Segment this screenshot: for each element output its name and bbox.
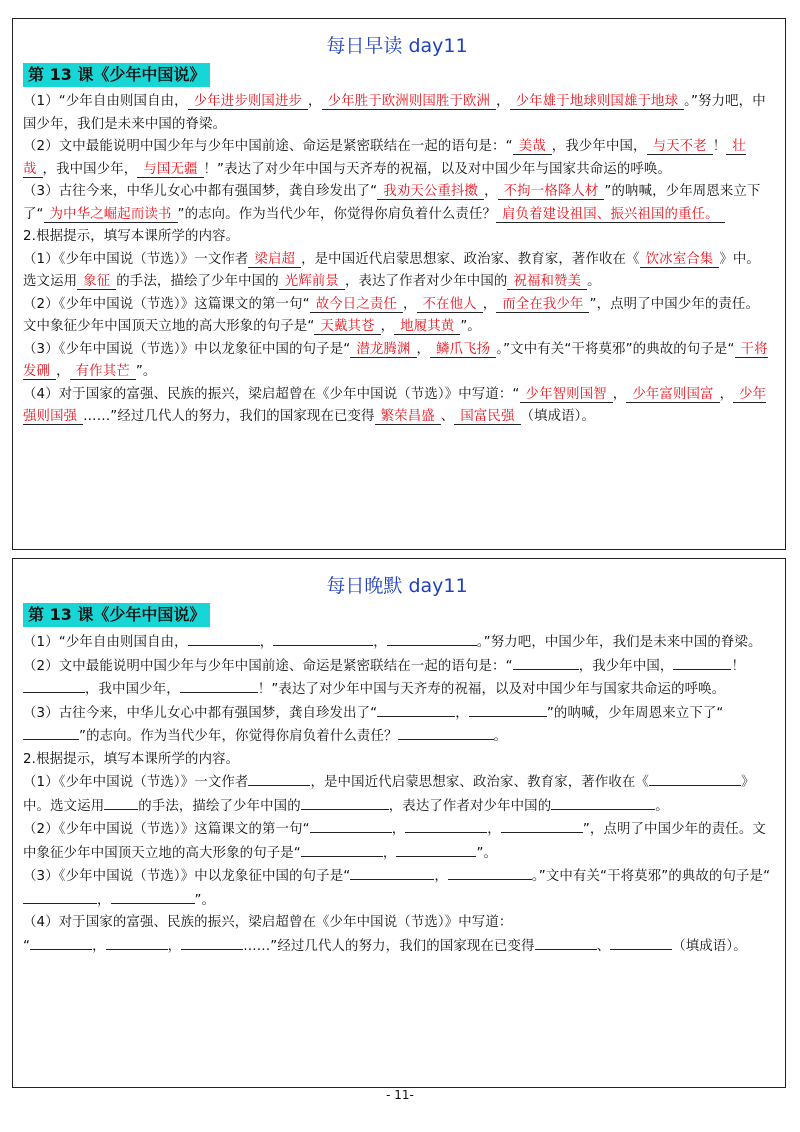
morning-question-3: （3）古往今来，中华儿女心中都有强国梦，龚自珍发出了“ 我劝天公重抖擞 ， 不拘一格降人材 ”的呐喊，少年周恩来立下了“ 为中华之崛起而读书 ”的志向。作为当代少年，你觉得你肩负着什么责任？ 肩负着建设祖国、振兴祖国的重任。: [23, 184, 761, 222]
morning-fill-4: （4）对于国家的富强、民族的振兴，梁启超曾在《少年中国说（节选）》中写道：“ 少年智则国智 ， 少年富则国富 ， 少年强则国强 ……”经过几代人的努力，我们的国家现在已变得 繁荣昌盛 、 国富民强 （填成语）。: [23, 386, 767, 424]
blank[interactable]: [248, 771, 310, 786]
answer: 少年智则国智: [520, 387, 613, 403]
answer: 为中华之崛起而读书: [44, 207, 178, 223]
answer: 潜龙腾渊: [350, 342, 416, 358]
blank[interactable]: [301, 795, 389, 810]
blank[interactable]: [398, 725, 494, 740]
evening-question-1: （1）“少年自由则国自由， ， ， 。”努力吧，中国少年，我们是未来中国的脊梁。: [23, 631, 771, 655]
answer: 干将发硎: [23, 341, 768, 379]
page-number: - 11-: [386, 1088, 414, 1102]
blank[interactable]: [649, 771, 741, 786]
blank[interactable]: [23, 725, 79, 740]
answer: 繁荣昌盛: [375, 409, 441, 425]
answer: 不拘一格降人材: [498, 184, 605, 200]
evening-section-2-heading: 2.根据提示，填写本课所学的内容。: [23, 751, 240, 767]
evening-lesson-heading: 第 13 课《少年中国说》: [23, 603, 210, 627]
blank[interactable]: [188, 631, 260, 646]
blank[interactable]: [106, 935, 168, 950]
blank[interactable]: [23, 889, 97, 904]
answer: 少年雄于地球则国雄于地球: [510, 94, 685, 110]
morning-reading-section: [12, 18, 786, 550]
blank[interactable]: [180, 678, 258, 693]
blank[interactable]: [23, 678, 85, 693]
blank[interactable]: [610, 935, 672, 950]
evening-question-3: （3）古往今来，中华儿女心中都有强国梦，龚自珍发出了“ ， ”的呐喊，少年周恩来立下了“”的志向。作为当代少年，你觉得你肩负着什么责任？ 。: [23, 702, 771, 749]
evening-dictation-section: [12, 558, 786, 1088]
blank[interactable]: [469, 702, 547, 717]
blank[interactable]: [405, 818, 487, 833]
answer: 梁启超: [248, 252, 301, 268]
blank[interactable]: [448, 865, 532, 880]
evening-fill-1: （1）《少年中国说（节选）》一文作者 ，是中国近代启蒙思想家、政治家、教育家，著作收在《 》中。选文运用 的手法，描绘了少年中国的 ，表达了作者对少年中国的 。: [23, 771, 771, 818]
blank[interactable]: [501, 818, 583, 833]
morning-fill-2: （2）《少年中国说（节选）》这篇课文的第一句“ 故今日之责任 ， 不在他人 ， 而全在我少年 ”，点明了中国少年的责任。文中象征少年中国顶天立地的高大形象的句子是“ 天戴其苍 ， 地履其黄 ”。: [23, 296, 760, 334]
answer: 我劝天公重抖擞: [377, 184, 484, 200]
blank[interactable]: [30, 935, 92, 950]
blank[interactable]: [551, 795, 655, 810]
answer: 国富民强: [454, 409, 520, 425]
blank[interactable]: [513, 655, 579, 670]
answer: 与天不老: [647, 139, 713, 155]
answer: 天戴其苍: [314, 319, 380, 335]
answer: 与国无疆: [137, 162, 203, 178]
answer: 而全在我少年: [496, 297, 589, 313]
answer: 象征: [77, 274, 116, 290]
morning-lesson-heading: 第 13 课《少年中国说》: [23, 63, 210, 87]
blank[interactable]: [350, 865, 434, 880]
answer: 故今日之责任: [310, 297, 403, 313]
morning-section-2-heading: 2.根据提示，填写本课所学的内容。: [23, 229, 240, 244]
blank[interactable]: [104, 795, 138, 810]
answer: 少年强则国强: [23, 386, 767, 424]
answer: 美哉: [513, 139, 552, 155]
evening-title: 每日晚默 day11: [326, 575, 468, 597]
evening-fill-4: （4）对于国家的富强、民族的振兴，梁启超曾在《少年中国说（节选）》中写道： “ ， ， ……”经过几代人的努力，我们的国家现在已变得 、 （填成语）。: [23, 915, 747, 954]
answer: 祝福和赞美: [507, 274, 587, 290]
morning-title: 每日早读 day11: [326, 35, 468, 57]
morning-question-1: （1）“少年自由则国自由， 少年进步则国进步 ， 少年胜于欧洲则国胜于欧洲 ， 少年雄于地球则国雄于地球 。”努力吧，中国少年，我们是未来中国的脊梁。: [23, 94, 766, 132]
answer: 光辉前景: [279, 274, 345, 290]
answer: 鳞爪飞扬: [430, 342, 496, 358]
morning-fill-1: （1）《少年中国说（节选）》一文作者 梁启超 ，是中国近代启蒙思想家、政治家、教育家，著作收在《 饮冰室合集 》中。选文运用 象征 的手法，描绘了少年中国的 光辉前景 ，表达了作者对少年中国的 祝福和赞美 。: [23, 251, 760, 289]
evening-fill-3: （3）《少年中国说（节选）》中以龙象征中国的句子是“ ， 。”文中有关“干将莫邪”的典故的句子是“， ”。: [23, 865, 771, 912]
blank[interactable]: [396, 842, 476, 857]
answer: 地履其黄: [394, 319, 460, 335]
blank[interactable]: [111, 889, 195, 904]
blank[interactable]: [377, 702, 455, 717]
answer: 少年胜于欧洲则国胜于欧洲: [322, 94, 497, 110]
blank[interactable]: [387, 631, 477, 646]
answer: 少年富则国富: [626, 387, 719, 403]
blank[interactable]: [310, 818, 392, 833]
evening-question-2: （2）文中最能说明中国少年与少年中国前途、命运是紧密联结在一起的语句是：“ ，我少年中国， ！，我中国少年， ！”表达了对少年中国与天齐寿的祝福，以及对中国少年与国家共命运的呼唤。: [23, 655, 771, 702]
morning-question-2: （2）文中最能说明中国少年与少年中国前途、命运是紧密联结在一起的语句是：“ 美哉 ，我少年中国， 与天不老 ！ 壮哉 ，我中国少年， 与国无疆 ！”表达了对少年中国与天齐寿的祝福，以及对中国少年与国家共命运的呼唤。: [23, 139, 746, 177]
blank[interactable]: [301, 842, 383, 857]
answer: 不在他人: [417, 297, 483, 313]
answer: 肩负着建设祖国、振兴祖国的重任。: [496, 207, 725, 223]
answer: 有作其芒: [70, 364, 136, 380]
answer: 壮哉: [23, 139, 746, 177]
blank[interactable]: [181, 935, 243, 950]
blank[interactable]: [535, 935, 597, 950]
blank[interactable]: [673, 655, 731, 670]
answer: 少年进步则国进步: [188, 94, 308, 110]
blank[interactable]: [273, 631, 373, 646]
answer: 饮冰室合集: [640, 252, 720, 268]
morning-fill-3: （3）《少年中国说（节选）》中以龙象征中国的句子是“ 潜龙腾渊 ， 鳞爪飞扬 。”文中有关“干将莫邪”的典故的句子是“ 干将发硎 ， 有作其芒 ”。: [23, 341, 768, 379]
evening-fill-2: （2）《少年中国说（节选）》这篇课文的第一句“ ， ， ”，点明了中国少年的责任。文中象征少年中国顶天立地的高大形象的句子是“ ， ”。: [23, 818, 771, 865]
